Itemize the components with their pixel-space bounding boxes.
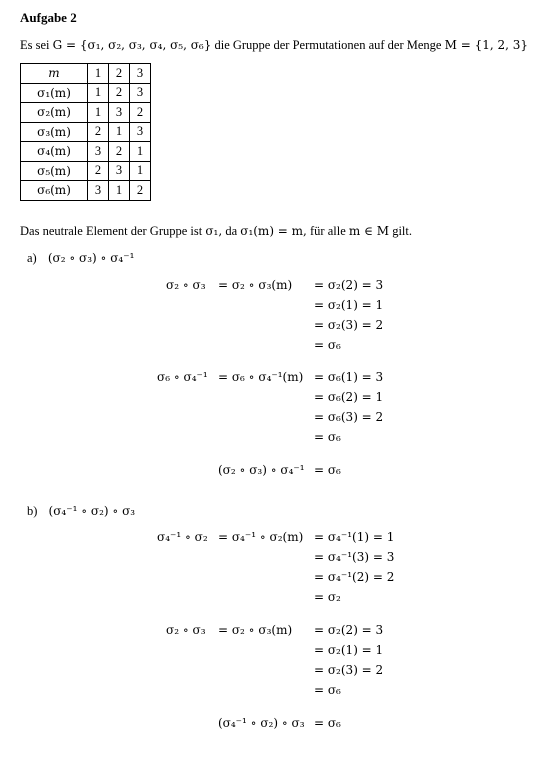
table-row: [21, 142, 151, 162]
equation-middle: = σ₄⁻¹ ∘ σ₂(m): [218, 530, 304, 544]
neutral-text-4: gilt.: [392, 224, 412, 238]
table-row: [21, 181, 151, 201]
table-header-row: [21, 64, 151, 84]
intro-set-m: M = {1, 2, 3}: [444, 38, 529, 52]
permutation-table: [20, 63, 151, 201]
table-cell: 3: [88, 181, 109, 201]
table-row-label: m: [21, 64, 88, 84]
part-b-expression: (σ₄⁻¹ ∘ σ₂) ∘ σ₃: [48, 504, 136, 518]
table-cell: 2: [130, 103, 151, 123]
equation-result: = σ₂(3) = 2: [314, 663, 384, 677]
table-cell: 3: [88, 142, 109, 162]
table-cell: 3: [109, 161, 130, 181]
equation-result: = σ₂(2) = 3: [314, 278, 384, 292]
neutral-math-2: σ₁(m) = m,: [240, 224, 307, 238]
equation-result: = σ₆: [314, 430, 341, 444]
table-cell: 1: [109, 122, 130, 142]
table-cell: 3: [109, 103, 130, 123]
table-cell: 3: [130, 122, 151, 142]
neutral-text-1: Das neutrale Element der Gruppe ist: [20, 224, 203, 238]
part-a-heading: [27, 251, 134, 266]
intro-line: [20, 38, 528, 53]
equation-result: = σ₂(1) = 1: [314, 643, 384, 657]
table-cell: 1: [109, 181, 130, 201]
table-cell: 2: [109, 83, 130, 103]
equation-lhs: σ₂ ∘ σ₃: [166, 623, 206, 637]
table-row-label: σ₆(m): [21, 181, 88, 201]
equation-result: = σ₄⁻¹(3) = 3: [314, 550, 395, 564]
intro-middle: die Gruppe der Permutationen auf der Menge: [214, 38, 442, 52]
equation-result: = σ₆: [314, 716, 341, 730]
equation-lhs: σ₆ ∘ σ₄⁻¹: [157, 370, 208, 384]
equation-result: = σ₂(1) = 1: [314, 298, 384, 312]
equation-result: = σ₆(1) = 3: [314, 370, 384, 384]
table-cell: 1: [130, 142, 151, 162]
equation-lhs: (σ₂ ∘ σ₃) ∘ σ₄⁻¹: [218, 463, 305, 477]
table-cell: 3: [130, 64, 151, 84]
table-row: [21, 83, 151, 103]
table-row: [21, 103, 151, 123]
equation-result: = σ₆: [314, 338, 341, 352]
equation-result: = σ₆: [314, 683, 341, 697]
task-title: Aufgabe 2: [20, 10, 77, 25]
equation-middle: = σ₂ ∘ σ₃(m): [218, 278, 293, 292]
neutral-element-sentence: [20, 224, 412, 239]
equation-lhs: σ₄⁻¹ ∘ σ₂: [157, 530, 208, 544]
table-row-label: σ₃(m): [21, 122, 88, 142]
equation-result: = σ₆(3) = 2: [314, 410, 384, 424]
table-row-label: σ₁(m): [21, 83, 88, 103]
table-cell: 3: [130, 83, 151, 103]
table-cell: 2: [88, 122, 109, 142]
equation-result: = σ₆(2) = 1: [314, 390, 384, 404]
equation-lhs: (σ₄⁻¹ ∘ σ₂) ∘ σ₃: [218, 716, 305, 730]
equation-middle: = σ₆ ∘ σ₄⁻¹(m): [218, 370, 304, 384]
equation-result: = σ₂(3) = 2: [314, 318, 384, 332]
equation-middle: = σ₂ ∘ σ₃(m): [218, 623, 293, 637]
table-cell: 2: [109, 64, 130, 84]
equation-result: = σ₆: [314, 463, 341, 477]
neutral-text-2: da: [225, 224, 238, 238]
intro-prefix: Es sei: [20, 38, 50, 52]
table-row-label: σ₄(m): [21, 142, 88, 162]
table-cell: 2: [109, 142, 130, 162]
table-row: [21, 122, 151, 142]
table-cell: 2: [130, 181, 151, 201]
table-row-label: σ₂(m): [21, 103, 88, 123]
equation-result: = σ₂(2) = 3: [314, 623, 384, 637]
equation-result: = σ₄⁻¹(1) = 1: [314, 530, 395, 544]
table-cell: 1: [88, 64, 109, 84]
neutral-math-3: m ∈ M: [348, 224, 390, 238]
neutral-math-1: σ₁,: [205, 224, 223, 238]
equation-result: = σ₄⁻¹(2) = 2: [314, 570, 395, 584]
table-cell: 1: [130, 161, 151, 181]
part-a-expression: (σ₂ ∘ σ₃) ∘ σ₄⁻¹: [47, 251, 135, 265]
intro-set-g: G = {σ₁, σ₂, σ₃, σ₄, σ₅, σ₆}: [52, 38, 212, 52]
part-b-label: b): [27, 504, 38, 518]
equation-lhs: σ₂ ∘ σ₃: [166, 278, 206, 292]
neutral-text-3: für alle: [310, 224, 346, 238]
part-b-heading: [27, 504, 135, 519]
table-row: [21, 161, 151, 181]
equation-result: = σ₂: [314, 590, 341, 604]
table-cell: 2: [88, 161, 109, 181]
part-a-label: a): [27, 251, 37, 265]
table-row-label: σ₅(m): [21, 161, 88, 181]
table-cell: 1: [88, 103, 109, 123]
table-cell: 1: [88, 83, 109, 103]
